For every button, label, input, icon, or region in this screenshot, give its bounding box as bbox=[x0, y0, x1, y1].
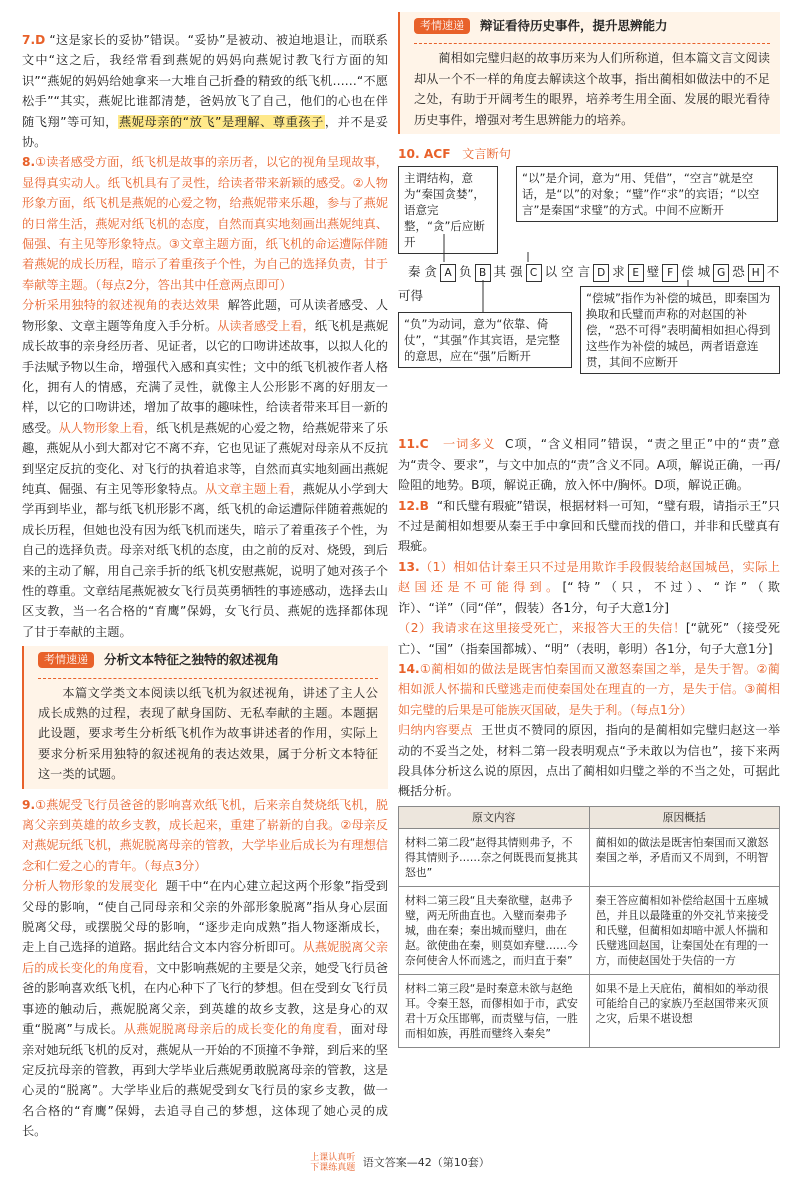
question-number: 7.D bbox=[22, 33, 46, 47]
table-cell: 材料二第二段“赵得其情则弗予，不得其情则予……奈之何既畏而复挑其怒也” bbox=[399, 828, 590, 886]
q9-p1: 题干中“在内心建立起这两个形象”指受到父母的影响，“使自己同母亲和父亲的外部形象脱离”指从身心层面脱离父母，或摆脱父母的影响，“逐步走向成熟”指人物逐渐成长，走上自己选择的道路。据此结合文本内容分析即可。 bbox=[22, 879, 388, 955]
logo-line-1: 上课认真听 bbox=[310, 1152, 356, 1163]
q8-p2-marker: 从人物形象上看， bbox=[58, 420, 157, 435]
sentence-segmentation-diagram bbox=[398, 164, 780, 434]
question-number: 9. bbox=[22, 797, 36, 812]
table-cell: 秦王答应蔺相如补偿给赵国十五座城邑，并且以最隆重的外交礼节来接受和氏璧，但蔺相如却暗中派人怀揣和氏璧逃回赵国，让秦国处在有理的一方，而使赵国处于失信的一方 bbox=[589, 886, 780, 974]
q7-explanation: “这是家长的妥协”错误。“妥协”是被动、被迫地退让，而联系文中“这之后，我经常看到燕妮的妈妈向燕妮讨教飞行方面的知识”“燕妮的妈妈给她拿来一大堆自己折叠的精致的纸飞机……“不愿松手”“其实，燕妮比谁都清楚，爸妈放飞了自己，他们的心也在伴随飞翔”等可知， bbox=[22, 33, 388, 129]
answer-q12 bbox=[398, 496, 780, 557]
tip-box-narrative bbox=[22, 646, 388, 788]
divider bbox=[38, 673, 378, 679]
q8-p1-marker: 从读者感受上看， bbox=[217, 318, 315, 333]
table-row bbox=[399, 828, 780, 886]
logo-line-2: 下课练真题 bbox=[310, 1162, 356, 1173]
question-number: 13. bbox=[398, 559, 420, 574]
table-row bbox=[399, 974, 780, 1047]
tip-box-history bbox=[398, 12, 780, 134]
note-box-d: “偿城”指作为补偿的城邑，即秦国为换取和氏璧而声称的对赵国的补偿，“恐不可得”表明蔺相如担心得到这些作为补偿的城邑，两者语意连贯，其间不应断开 bbox=[580, 286, 780, 374]
brand-logo bbox=[310, 1153, 355, 1173]
segmented-sentence bbox=[406, 262, 781, 282]
break-marker-e: E bbox=[628, 264, 644, 282]
answer-q9 bbox=[22, 795, 388, 877]
tip-tag: 考情速递 bbox=[38, 652, 94, 668]
table-cell: 材料二第三段“是时秦意未欲与赵绝耳。令秦王怒，而僇相如于市，武安君十万众压邯郸，而责璧与信，一胜而相如族，再胜而璧终入秦矣” bbox=[399, 974, 590, 1047]
q8-p4: 燕妮从小学到大学再到毕业，都与纸飞机形影不离，纸飞机的命运遭际伴随着燕妮的成长历程，但她也没有因为纸飞机而迷失，暗示了着重孩子个性，为自己的选择负责。母亲对纸飞机的态度，由之前的反对、烧毁，到后来的主动了解，用自己亲手折的纸飞机安慰燕妮，说明了她对孩子个性的尊重。文章结尾燕妮被女飞行员英勇牺牲的事迹感动，选择去山区支教，当一名合格的“育鹰”保姆，女飞行员、燕妮的选择都体现了甘于奉献的主题。 bbox=[22, 481, 389, 639]
tip-header bbox=[38, 650, 378, 670]
break-marker-g: G bbox=[713, 264, 729, 282]
table-cell: 材料二第三段“且夫秦欲璧，赵弗予璧，两无所曲直也。入璧而秦弗予城，曲在秦；秦出城而璧归，曲在赵。欲使曲在秦，则莫如弃璧……今奈何使舍人怀而逃之，而归直于秦” bbox=[399, 886, 590, 974]
question-number: 10. ACF bbox=[398, 147, 451, 162]
sentence-char: 其 bbox=[493, 264, 507, 280]
q8-p3: 纸飞机是燕妮的心爱之物，给燕妮带来了乐趣，燕妮从小到大都对它不离不弃，它也见证了燕妮对母亲从不反抗到坚定反抗的变化、对飞行的执着追求等，自然而真实地刻画出燕妮纯真、倔强、有主见等形象特点。 bbox=[22, 420, 389, 496]
q9-p1-marker: 从燕妮脱离父亲后的成长变化的角度看， bbox=[22, 940, 389, 975]
q9-p2-marker: 从燕妮脱离母亲后的成长变化的角度看， bbox=[123, 1022, 351, 1037]
q7-highlight: 燕妮母亲的“放飞”是理解、尊重孩子 bbox=[119, 114, 324, 129]
note-box-a: 主谓结构，意为“秦国贪婪”，语意完整，“贪”后应断开 bbox=[398, 166, 498, 254]
q8-analysis bbox=[22, 295, 388, 642]
sentence-char: 秦 bbox=[408, 264, 421, 280]
sentence-char: 空 bbox=[561, 264, 574, 280]
answer-q11 bbox=[398, 434, 780, 495]
q8-answer: ①读者感受方面，纸飞机是故事的亲历者，以它的视角呈现故事，显得真实动人。纸飞机具有了灵性，给读者带来新颖的感受。②人物形象方面，纸飞机是燕妮的心爱之物，给燕妮带来乐趣，参与了燕妮的日常生活，燕妮对纸飞机的态度，自然而真实地刻画出燕妮纯真、倔强、有主见等形象特点。③文章主题方面，纸飞机的命运遭际伴随着燕妮的成长历程，暗示了着重孩子个性，为自己的选择负责，甘于奉献等主题。（每点2分，答出其中任意两点即可） bbox=[22, 155, 388, 292]
analysis-table bbox=[398, 806, 780, 1048]
sentence-char: 强 bbox=[510, 264, 523, 280]
sentence-char: 不 bbox=[766, 264, 780, 280]
break-marker-d: D bbox=[593, 264, 609, 282]
answer-q14 bbox=[398, 659, 780, 720]
sentence-char: 偿 bbox=[681, 264, 694, 280]
sentence-char: 贪 bbox=[424, 264, 438, 280]
q7-tail: ，并不是妥协。 bbox=[22, 114, 388, 150]
page-footer bbox=[0, 1153, 800, 1173]
q14-text: 王世贞不赞同的原因，指向的是蔺相如完璧归赵这一举动的不妥当之处，材料二第一段表明观点“予未敢以为信也”，接下来两段具体分析这么说的原因，点出了蔺相如归璧之举的不当之处，可据此概括分析。 bbox=[398, 723, 781, 799]
q13-a1: （1）相如估计秦王只不过是用欺诈手段假装给赵国城邑，实际上赵国还是不可能得到。 bbox=[398, 559, 780, 595]
break-marker-f: F bbox=[662, 264, 678, 282]
table-header-row bbox=[399, 806, 780, 828]
break-marker-h: H bbox=[748, 264, 764, 282]
note-box-b: “以”是介词，意为“用、凭借”，“空言”就是空话，是“以”的对象；“璧”作“求”的宾语；“以空言”是秦国“求璧”的方式。中间不应断开 bbox=[516, 166, 778, 222]
segmented-sentence-tail: 可得 bbox=[398, 288, 424, 304]
answer-q7 bbox=[22, 30, 388, 152]
q9-analysis bbox=[22, 876, 388, 1141]
question-number: 14. bbox=[398, 661, 420, 676]
break-marker-c: C bbox=[526, 264, 542, 282]
sentence-char: 负 bbox=[459, 264, 472, 280]
tip-body: 本篇文学类文本阅读以纸飞机为叙述视角，讲述了主人公成长成熟的过程，表现了献身国防、无私奉献的主题。本题据此设题，要求考生分析纸飞机作为故事讲述者的作用，实际上要求分析采用独特的叙述视角的表达效果，属于分析文本特征这一类的试题。 bbox=[38, 685, 378, 782]
answer-q8 bbox=[22, 152, 388, 295]
table-header: 原因概括 bbox=[589, 806, 780, 828]
q13-a1-scoring: [“特”（只，不过）、“诈”（欺诈）、“详”（同“佯”，假装）各1分，句子大意1分] bbox=[398, 580, 780, 615]
tip-body: 蔺相如完璧归赵的故事历来为人们所称道，但本篇文言文阅读却从一个不一样的角度去解读这个故事，指出蔺相如做法中的不足之处，有助于开阔考生的眼界，培养考生用全面、发展的眼光看待历史事件，增强对考生思辨能力的培养。 bbox=[414, 51, 770, 127]
table-header: 原文内容 bbox=[399, 806, 590, 828]
sentence-char: 恐 bbox=[732, 264, 745, 280]
sentence-char: 城 bbox=[697, 264, 711, 280]
question-number: 8. bbox=[22, 155, 36, 170]
break-marker-a: A bbox=[440, 264, 456, 282]
q14-lead: 归纳内容要点 bbox=[398, 723, 473, 738]
tip-header bbox=[414, 16, 770, 36]
break-marker-b: B bbox=[475, 264, 491, 282]
table-cell: 如果不是上天庇佑，蔺相如的举动很可能给自己的家族乃至赵国带来灭顶之灾，后果不堪设想 bbox=[589, 974, 780, 1047]
sentence-char: 以 bbox=[544, 264, 558, 280]
q8-lead: 分析采用独特的叙述视角的表达效果 bbox=[22, 298, 220, 313]
question-number: 12.B bbox=[398, 498, 429, 513]
q9-answer: ①燕妮受飞行员爸爸的影响喜欢纸飞机，后来亲自焚烧纸飞机，脱离父亲到英雄的故乡支教，成长起来，重建了崭新的自我。②母亲反对燕妮玩纸飞机，燕妮脱离母亲的管教，大学毕业后成长为有理想信念和仁爱之心的青年。（每点3分） bbox=[22, 797, 388, 873]
tip-title: 辩证看待历史事件，提升思辨能力 bbox=[480, 18, 668, 33]
right-column bbox=[398, 8, 780, 1048]
answer-q13 bbox=[398, 557, 780, 618]
question-number: 11.C bbox=[398, 437, 429, 452]
q8-p3-marker: 从文章主题上看， bbox=[205, 481, 303, 496]
answer-q13-2 bbox=[398, 618, 780, 659]
q9-p3: 面对母亲对她玩纸飞机的反对，燕妮从一开始的不顶撞不争辩，到后来的坚定反抗母亲的管教，再到大学毕业后燕妮勇敢脱离母亲的管教，这是心灵的“脱离”。大学毕业后的燕妮受到女飞行员的家乡支教，做一名合格的“育鹰”保姆，去追寻自己的梦想，这体现了她心灵的成长。 bbox=[22, 1022, 389, 1139]
table-row bbox=[399, 886, 780, 974]
q9-lead: 分析人物形象的发展变化 bbox=[22, 879, 158, 894]
q13-a2: （2）我请求在这里接受死亡，来报答大王的失信！ bbox=[398, 621, 686, 636]
tip-title: 分析文本特征之独特的叙述视角 bbox=[104, 652, 280, 668]
sentence-char: 璧 bbox=[646, 264, 660, 280]
left-column bbox=[22, 30, 388, 1142]
q9-p2: 文中影响燕妮的主要是父亲，她受飞行员爸爸的影响喜欢纸飞机，在内心种下了飞行的梦想。但在受到女飞行员事迹的触动后，燕妮脱离父亲，到英雄的故乡支教，这是身心的双重“脱离”与成长。 bbox=[22, 960, 389, 1037]
q13-a2-scoring: [“就死”（接受死亡）、“国”（指秦国都城）、“明”（表明，彰明）各1分，句子大意1分] bbox=[398, 621, 780, 656]
q8-p2: 纸飞机是燕妮成长故事的亲身经历者、见证者，以它的口吻讲述故事，以拟人化的手法赋予物以生命，增强代入感和真实性；文中的纸飞机被作者人格化，拥有人的情感，充满了灵性，就像主人公形影不离的好朋友一样，以它的口吻讲述，增加了故事的趣味性，给读者带来耳目一新的感受。 bbox=[22, 318, 389, 435]
divider bbox=[414, 38, 770, 44]
q10-topic: 文言断句 bbox=[462, 147, 511, 162]
q11-text: C项，“含义相同”错误，“责之里正”中的“责”意为“责令、要求”，与文中加点的“责”含义不同。A项，解说正确，一再/险阻的地势。B项，解说正确，放入怀中/胸怀。D项，解说正确。 bbox=[398, 437, 780, 493]
sentence-char: 求 bbox=[612, 264, 625, 280]
table-cell: 蔺相如的做法是既害怕秦国而又激怒秦国之举，矛盾而又不周到，不明智 bbox=[589, 828, 780, 886]
q12-text: “和氏璧有瑕疵”错误，根据材料一可知，“璧有瑕，请指示王”只不过是蔺相如想要从秦王手中拿回和氏璧而找的借口，并非和氏璧真有瑕疵。 bbox=[398, 498, 780, 554]
page-number: 语文答案—42（第10套） bbox=[362, 1155, 490, 1169]
sentence-char: 言 bbox=[577, 264, 591, 280]
note-box-c: “负”为动词，意为“依靠、倚仗”，“其强”作其宾语，是完整的意思，应在“强”后断开 bbox=[398, 312, 572, 368]
q8-p1: 解答此题，可从读者感受、人物形象、文章主题等角度入手分析。 bbox=[22, 298, 389, 333]
tip-tag: 考情速递 bbox=[414, 18, 470, 34]
answer-q10 bbox=[398, 144, 780, 164]
q14-analysis bbox=[398, 720, 780, 802]
q14-answer: ①蔺相如的做法是既害怕秦国而又激怒秦国之举，是失于智。②蔺相如派人怀揣和氏璧逃走而使秦国处在理直的一方，是失于信。③蔺相如完璧的后果是可能族灭国破，是失于利。（每点1分） bbox=[398, 661, 780, 717]
q11-topic: 一词多义 bbox=[442, 437, 496, 452]
